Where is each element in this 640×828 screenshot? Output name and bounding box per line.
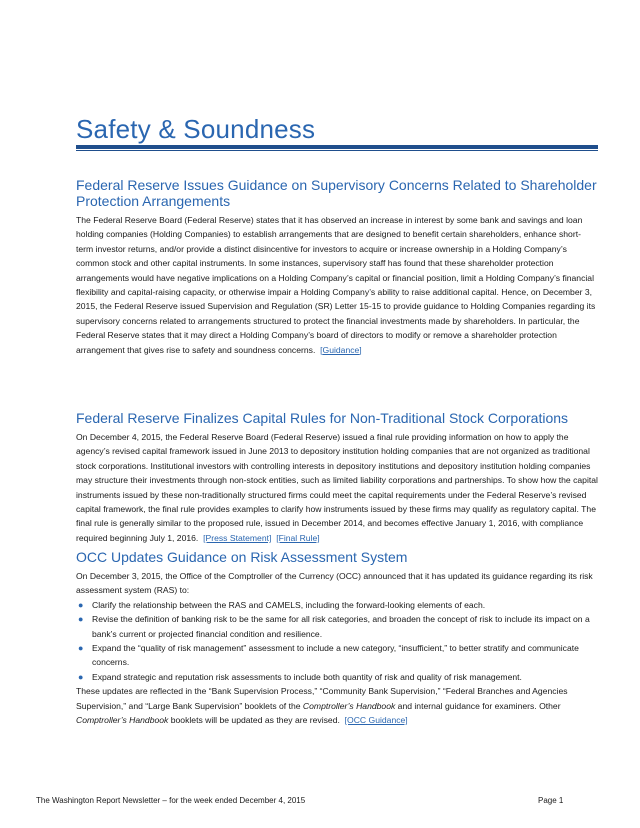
article-3 <box>76 549 598 727</box>
bullet-icon: ● <box>78 643 84 654</box>
footer-text: The Washington Report Newsletter – for the week ended December 4, 2015 <box>36 796 306 805</box>
list-item: ● Expand strategic and reputation risk assessments to include both quantity of risk and quality of risk management. <box>76 670 598 684</box>
article-1 <box>76 177 598 357</box>
list-item: ● Clarify the relationship between the RAS and CAMELS, including the forward-looking elements of each. <box>76 598 598 612</box>
bullet-icon: ● <box>78 614 84 625</box>
list-item: ● Revise the definition of banking risk to be the same for all risk categories, and broaden the concept of risk to include its impact on a bank’s current or projected financial condition and resilience. <box>78 614 590 639</box>
article-1-title: Federal Reserve Issues Guidance on Supervisory Concerns Related to Shareholder Protection Arrangements <box>76 177 597 209</box>
article-3-closing: These updates are reflected in the “Bank Supervision Process,” “Community Bank Supervision,” “Federal Branches and Agencies Supervision,” and “Large Bank Supervision” booklets of the Comptroller’s Handbook and internal guidance for examiners. Other Comptroller’s Handbook booklets will be updated as they are revised. [OCC Guidance] <box>76 686 568 726</box>
article-2-body <box>76 430 598 545</box>
section-title: Safety & Soundness <box>76 114 316 144</box>
page-number: Page 1 <box>538 796 564 805</box>
article-3-title: OCC Updates Guidance on Risk Assessment System <box>76 549 408 565</box>
article-2 <box>76 410 598 545</box>
bullet-icon: ● <box>78 599 84 610</box>
article-1-body <box>76 213 598 357</box>
title-rule <box>76 145 598 149</box>
article-2-title: Federal Reserve Finalizes Capital Rules for Non-Traditional Stock Corporations <box>76 410 569 426</box>
article-1-text: The Federal Reserve Board (Federal Reserve) states that it has observed an increase in interest by some bank and savings and loan holding companies (Holding Companies) to establish arrangements that are designed to benefit certain shareholders, enhance short-term investor returns, and/or provide a distinct disincentive for investors to acquire or increase ownership in a Holding Company’s common stock and other capital instruments. In some instances, supervisory staff has found that these shareholder protection arrangements would have negative implications on a Holding Company’s capital or financial position, limit a Holding Company’s financial flexibility and capital-raising capacity, or otherwise impair a Holding Company’s ability to raise additional capital. Hence, on December 3, 2015, the Federal Reserve issued Supervision and Regulation (SR) Letter 15-15 to provide guidance to Holding Companies regarding its supervisory concerns related to arrangements structured to protect the financial investments made by shareholders. In particular, the Federal Reserve states that it may direct a Holding Company’s board of directors to modify or remove a shareholder protection arrangement that gives rise to safety and soundness concerns. <box>76 215 596 355</box>
bullet-icon: ● <box>78 671 84 682</box>
title-rule-thin <box>76 150 598 151</box>
article-3-intro: On December 3, 2015, the Office of the Comptroller of the Currency (OCC) announced that it has updated its guidance regarding its risk assessment system (RAS) to: <box>76 571 593 596</box>
guidance-link[interactable]: [Guidance] <box>320 344 362 355</box>
occ-guidance-link[interactable]: [OCC Guidance] <box>344 715 408 726</box>
article-2-text: On December 4, 2015, the Federal Reserve Board (Federal Reserve) issued a final rule providing information on how to apply the agency’s revised capital framework issued in June 2013 to depository institution holding companies that are not organized as traditional stock corporations. Institutional investors with controlling interests in depository institutions and depository institution holding companies may structure their investments through non-stock entities, such as limited liability corporations and partnerships. To show how the capital instruments issued by these non-traditionally structured firms could meet the capital requirements under the Federal Reserve’s revised capital framework, the final rule provides examples to clarify how instruments issued by these firms may qualify as regulatory capital. The final rule is generally similar to the proposed rule, issued in December 2014, and becomes effective January 1, 2016, with compliance required beginning July 1, 2016. <box>76 432 598 543</box>
final-rule-link[interactable]: [Final Rule] <box>276 532 320 543</box>
list-item: ● Expand the “quality of risk management” assessment to include a new category, “insufficient,” to better stratify and communicate concerns. <box>78 643 579 668</box>
article-3-bullets <box>76 598 598 684</box>
press-statement-link[interactable]: [Press Statement] <box>203 532 272 543</box>
